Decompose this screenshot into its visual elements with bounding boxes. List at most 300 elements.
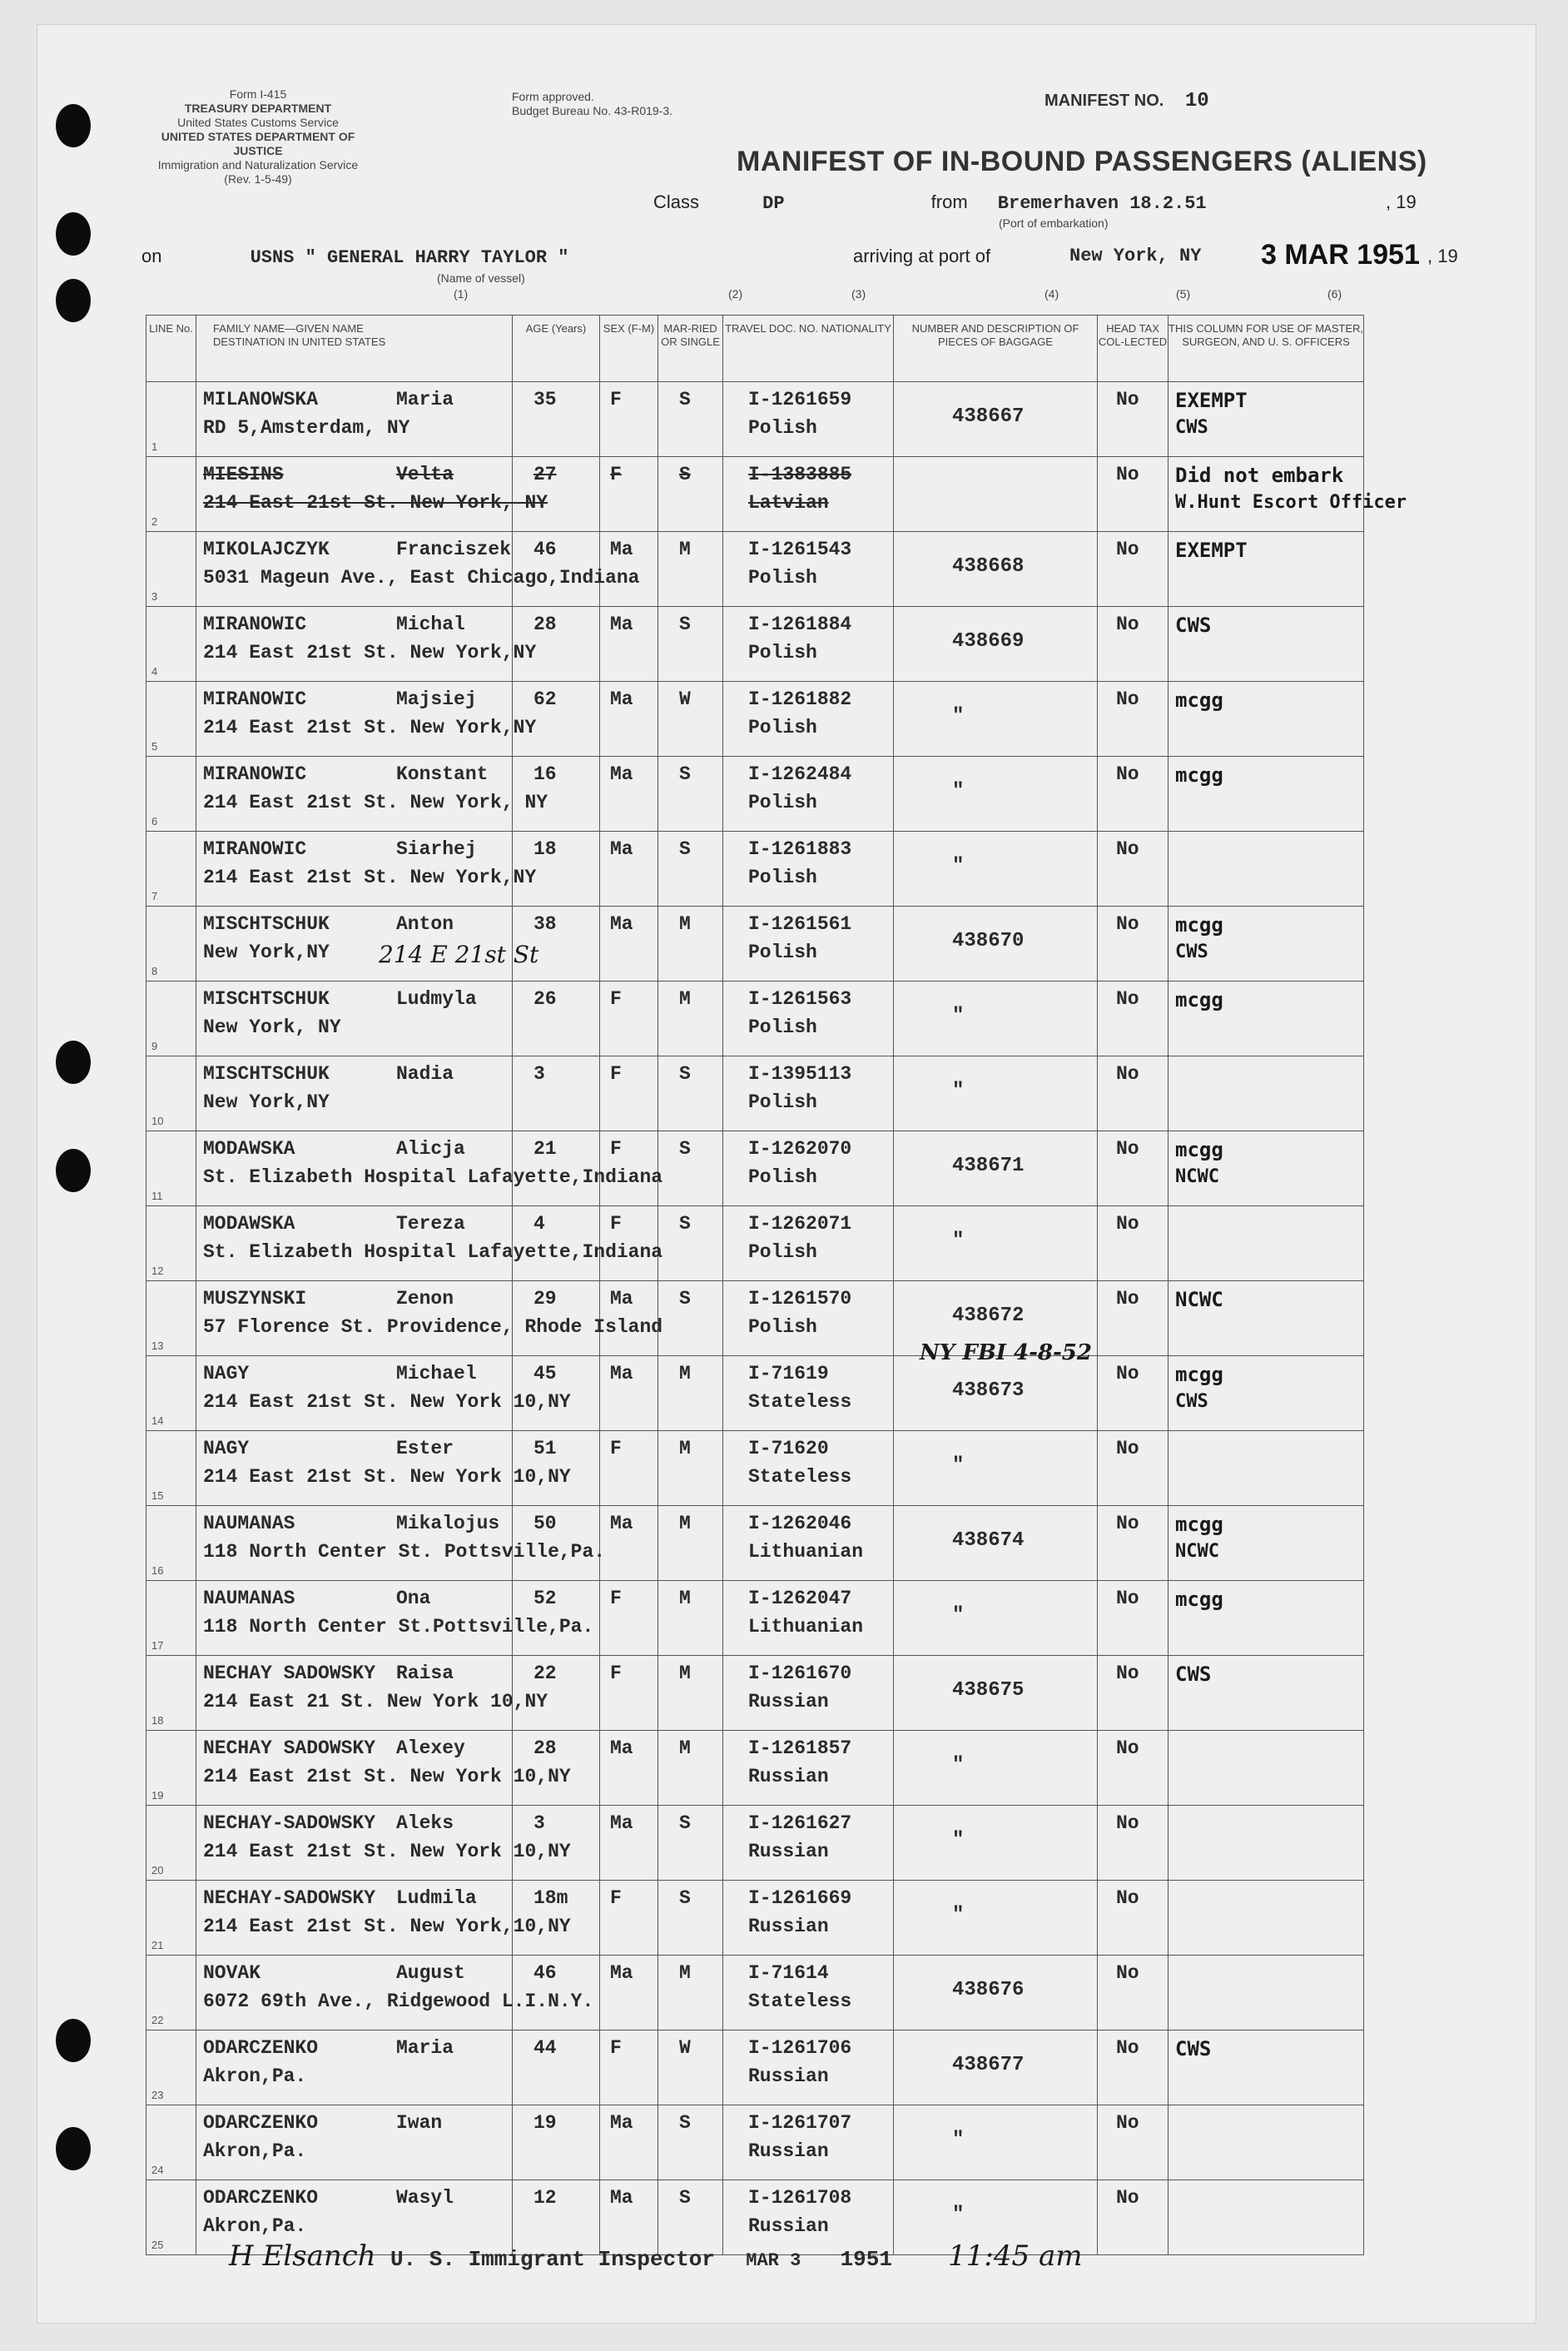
sex: Ma: [610, 1737, 633, 1759]
line-number: 23: [151, 2089, 164, 2101]
line-number: 16: [151, 1564, 164, 1577]
officer-note: CWS: [1175, 1663, 1212, 1686]
baggage-cell: [894, 1206, 1098, 1281]
given-name: Raisa: [396, 1663, 454, 1684]
married-cell: [658, 1581, 723, 1656]
officer-note: mcgg: [1175, 1363, 1223, 1386]
nationality: Polish: [748, 1016, 817, 1038]
officers-cell: [1169, 382, 1364, 457]
nationality: Stateless: [748, 1466, 852, 1488]
age-cell: [513, 2105, 600, 2180]
destination: 214 East 21st St. New York 10,NY: [203, 1391, 571, 1413]
table-row: [146, 607, 1364, 682]
family-name: MIKOLAJCZYK: [203, 539, 330, 560]
officers-cell: [1169, 607, 1364, 682]
head-tax: No: [1116, 2037, 1139, 2059]
head-tax-cell: [1098, 532, 1169, 607]
nationality: Polish: [748, 567, 817, 589]
family-name: ODARCZENKO: [203, 2112, 319, 2134]
travel-doc-no: I-1261543: [748, 539, 852, 560]
age-cell: [513, 532, 600, 607]
travel-doc-cell: [723, 1806, 894, 1881]
married-cell: [658, 607, 723, 682]
head-tax: No: [1116, 1737, 1139, 1759]
table-row: [146, 2030, 1364, 2105]
given-name: Zenon: [396, 1288, 454, 1310]
travel-doc-cell: [723, 457, 894, 532]
marital-status: S: [679, 2112, 691, 2134]
passenger-table: [146, 315, 1407, 2255]
line-number: 1: [151, 440, 158, 453]
marital-status: M: [679, 1363, 691, 1384]
vessel-row: on USNS " GENERAL HARRY TAYLOR " arriving at port of New York, NY 3 MAR 1951 , 19: [141, 239, 1458, 271]
given-name: Alicja: [396, 1138, 465, 1160]
head-tax-cell: [1098, 607, 1169, 682]
married-cell: [658, 682, 723, 757]
age: 18: [533, 838, 557, 860]
nationality: Lithuanian: [748, 1616, 864, 1638]
officer-note: CWS: [1175, 2037, 1212, 2060]
sex: Ma: [610, 614, 633, 635]
family-name: ODARCZENKO: [203, 2037, 319, 2059]
sex: F: [610, 988, 622, 1010]
baggage: 438668: [952, 555, 1025, 578]
sex-cell: [600, 907, 658, 982]
age: 35: [533, 389, 557, 410]
destination: Akron,Pa.: [203, 2065, 307, 2087]
baggage-cell: [894, 682, 1098, 757]
destination: St. Elizabeth Hospital Lafayette,Indiana: [203, 1166, 663, 1188]
officers-cell: [1169, 457, 1407, 532]
family-name: MIRANOWIC: [203, 614, 307, 635]
officer-note: CWS: [1175, 614, 1212, 637]
marital-status: S: [679, 1063, 691, 1085]
baggage: ": [952, 1829, 965, 1851]
sex-cell: [600, 1206, 658, 1281]
nationality: Russian: [748, 1916, 829, 1937]
nationality: Polish: [748, 1166, 817, 1188]
punch-hole: [56, 2127, 91, 2170]
age-cell: [513, 1506, 600, 1581]
sex: Ma: [610, 1812, 633, 1834]
officer-note: EXEMPT: [1175, 539, 1248, 562]
name-cell: [196, 1806, 571, 1881]
line-number: 24: [151, 2164, 164, 2176]
travel-doc-no: I-71614: [748, 1962, 829, 1984]
nationality: Polish: [748, 1241, 817, 1263]
sex: Ma: [610, 688, 633, 710]
officer-note: mcgg: [1175, 913, 1223, 937]
name-cell: [196, 1056, 513, 1131]
name-cell: [196, 607, 537, 682]
age: 12: [533, 2187, 557, 2209]
table-row: [146, 982, 1364, 1056]
travel-doc-cell: [723, 1281, 894, 1356]
table-row: [146, 1431, 1364, 1506]
line-no-cell: [146, 1956, 196, 2030]
married-cell: [658, 2105, 723, 2180]
baggage: ": [952, 780, 965, 803]
travel-doc-no: I-1262484: [748, 763, 852, 785]
travel-doc-no: I-1261706: [748, 2037, 852, 2059]
family-name: MILANOWSKA: [203, 389, 319, 410]
given-name: Maria: [396, 2037, 454, 2059]
officers-cell: [1169, 1431, 1364, 1506]
age-cell: [513, 1131, 600, 1206]
sex: F: [610, 1663, 622, 1684]
officers-cell: [1169, 1731, 1364, 1806]
sex-cell: [600, 1131, 658, 1206]
table-row: [146, 532, 1364, 607]
baggage-cell: [894, 1056, 1098, 1131]
sex-cell: [600, 607, 658, 682]
officer-note: mcgg: [1175, 1513, 1223, 1536]
age-cell: [513, 1356, 600, 1431]
age: 27: [533, 464, 557, 485]
nationality: Stateless: [748, 1991, 852, 2012]
line-no-cell: [146, 1806, 196, 1881]
embarkation-note: (Port of embarkation): [999, 216, 1109, 230]
name-cell: [196, 682, 537, 757]
col-name: FAMILY NAME—GIVEN NAME DESTINATION IN UNITED STATES: [196, 316, 513, 382]
destination: 214 East 21st St. New York,NY: [203, 717, 537, 738]
line-no-cell: [146, 1056, 196, 1131]
head-tax: No: [1116, 1063, 1139, 1085]
baggage-cell: [894, 1956, 1098, 2030]
table-header-row: [146, 316, 1364, 382]
table-row: [146, 382, 1364, 457]
sex: Ma: [610, 838, 633, 860]
table-row: [146, 1356, 1364, 1431]
age-cell: [513, 2030, 600, 2105]
family-name: MISCHTSCHUK: [203, 988, 330, 1010]
line-number: 15: [151, 1489, 164, 1502]
col-line-no: LINE No.: [146, 316, 196, 382]
travel-doc-no: I-1261669: [748, 1887, 852, 1909]
head-tax: No: [1116, 988, 1139, 1010]
given-name: Michael: [396, 1363, 477, 1384]
table-row: [146, 1131, 1364, 1206]
line-no-cell: [146, 607, 196, 682]
nationality: Polish: [748, 867, 817, 888]
travel-doc-no: I-1261884: [748, 614, 852, 635]
officers-cell: [1169, 1956, 1364, 2030]
family-name: NECHAY SADOWSKY: [203, 1663, 376, 1684]
sex: F: [610, 1213, 622, 1235]
line-no-cell: [146, 2105, 196, 2180]
head-tax-cell: [1098, 1356, 1169, 1431]
sex: Ma: [610, 539, 633, 560]
given-name: Mikalojus: [396, 1513, 500, 1534]
given-name: Konstant: [396, 763, 489, 785]
head-tax-cell: [1098, 907, 1169, 982]
sex-cell: [600, 2030, 658, 2105]
head-tax-cell: [1098, 1731, 1169, 1806]
baggage-cell: [894, 1356, 1098, 1431]
head-tax: No: [1116, 1962, 1139, 1984]
head-tax-cell: [1098, 1131, 1169, 1206]
baggage: 438671: [952, 1155, 1025, 1177]
baggage-cell: [894, 382, 1098, 457]
given-name: Majsiej: [396, 688, 477, 710]
travel-doc-no: I-1261563: [748, 988, 852, 1010]
travel-doc-no: I-71620: [748, 1438, 829, 1459]
table-row: [146, 682, 1364, 757]
head-tax: No: [1116, 1663, 1139, 1684]
family-name: NAUMANAS: [203, 1513, 295, 1534]
line-number: 7: [151, 890, 158, 902]
head-tax-cell: [1098, 1806, 1169, 1881]
sex-cell: [600, 382, 658, 457]
family-name: NAGY: [203, 1363, 250, 1384]
line-no-cell: [146, 1656, 196, 1731]
marital-status: S: [679, 2187, 691, 2209]
nationality: Latvian: [748, 492, 829, 514]
baggage: ": [952, 1005, 965, 1027]
family-name: NECHAY-SADOWSKY: [203, 1812, 376, 1834]
baggage-cell: [894, 2105, 1098, 2180]
travel-doc-no: I-1261857: [748, 1737, 852, 1759]
given-name: Michal: [396, 614, 465, 635]
nationality: Polish: [748, 717, 817, 738]
officer-note-2: CWS: [1175, 417, 1208, 438]
line-no-cell: [146, 1131, 196, 1206]
destination: 214 East 21st St. New York,NY: [203, 867, 537, 888]
baggage: 438673: [952, 1379, 1025, 1402]
line-number: 19: [151, 1789, 164, 1802]
sex-cell: [600, 757, 658, 832]
destination: 214 East 21 St. New York 10,NY: [203, 1691, 548, 1712]
baggage-cell: [894, 907, 1098, 982]
head-tax: No: [1116, 1588, 1139, 1609]
line-number: 11: [151, 1190, 163, 1202]
officer-note: Did not embark: [1175, 464, 1344, 487]
married-cell: [658, 832, 723, 907]
line-no-cell: [146, 1581, 196, 1656]
age: 29: [533, 1288, 557, 1310]
line-number: 20: [151, 1864, 164, 1876]
officers-cell: [1169, 1131, 1364, 1206]
line-no-cell: [146, 1431, 196, 1506]
destination: 214 East 21st St. New York,10,NY: [203, 1916, 571, 1937]
family-name: NAGY: [203, 1438, 250, 1459]
travel-doc-no: I-1262046: [748, 1513, 852, 1534]
travel-doc-no: I-1261561: [748, 913, 852, 935]
table-row: [146, 1506, 1364, 1581]
table-row: [146, 1881, 1364, 1956]
age: 44: [533, 2037, 557, 2059]
table-row: [146, 1806, 1364, 1881]
line-number: 6: [151, 815, 158, 828]
head-tax: No: [1116, 763, 1139, 785]
table-row: [146, 1056, 1364, 1131]
baggage-cell: [894, 1506, 1098, 1581]
age: 46: [533, 539, 557, 560]
travel-doc-no: I-1262071: [748, 1213, 852, 1235]
head-tax: No: [1116, 2112, 1139, 2134]
sex-cell: [600, 2105, 658, 2180]
class-row: Class DP from Bremerhaven 18.2.51 , 19: [653, 191, 1417, 214]
head-tax-cell: [1098, 1881, 1169, 1956]
sex: Ma: [610, 913, 633, 935]
officers-cell: [1169, 1581, 1364, 1656]
baggage: 438676: [952, 1979, 1025, 2001]
married-cell: [658, 1881, 723, 1956]
family-name: MIRANOWIC: [203, 838, 307, 860]
baggage-cell: [894, 1131, 1098, 1206]
officers-cell: [1169, 682, 1364, 757]
age-cell: [513, 832, 600, 907]
baggage-cell: [894, 1581, 1098, 1656]
age: 21: [533, 1138, 557, 1160]
sex: Ma: [610, 2112, 633, 2134]
age: 18m: [533, 1887, 568, 1909]
head-tax-cell: [1098, 982, 1169, 1056]
age-cell: [513, 1731, 600, 1806]
officer-note: mcgg: [1175, 688, 1223, 712]
travel-doc-cell: [723, 2105, 894, 2180]
head-tax: No: [1116, 614, 1139, 635]
travel-doc-cell: [723, 607, 894, 682]
sex-cell: [600, 1506, 658, 1581]
age-cell: [513, 1281, 600, 1356]
line-no-cell: [146, 457, 196, 532]
married-cell: [658, 1131, 723, 1206]
line-no-cell: [146, 1731, 196, 1806]
nationality: Russian: [748, 2140, 829, 2162]
age: 22: [533, 1663, 557, 1684]
baggage-cell: [894, 607, 1098, 682]
line-number: 3: [151, 590, 158, 603]
travel-doc-no: I-1261570: [748, 1288, 852, 1310]
table-row: [146, 1956, 1364, 2030]
age-cell: [513, 382, 600, 457]
age: 26: [533, 988, 557, 1010]
nationality: Russian: [748, 1766, 829, 1787]
sex-cell: [600, 982, 658, 1056]
marital-status: W: [679, 688, 691, 710]
age-cell: [513, 1881, 600, 1956]
family-name: MODAWSKA: [203, 1138, 295, 1160]
family-name: MIESINS: [203, 464, 284, 485]
given-name: Ludmila: [396, 1887, 477, 1909]
sex: F: [610, 2037, 622, 2059]
sex-cell: [600, 457, 658, 532]
travel-doc-cell: [723, 832, 894, 907]
nationality: Lithuanian: [748, 1541, 864, 1563]
travel-doc-no: I-1261627: [748, 1812, 852, 1834]
baggage: 438677: [952, 2054, 1025, 2076]
family-name: NECHAY SADOWSKY: [203, 1737, 376, 1759]
baggage-cell: [894, 457, 1098, 532]
head-tax-cell: [1098, 1656, 1169, 1731]
punch-hole: [56, 2019, 91, 2062]
age: 62: [533, 688, 557, 710]
officer-note-2: W.Hunt Escort Officer: [1175, 492, 1407, 513]
given-name: Alexey: [396, 1737, 465, 1759]
marital-status: M: [679, 1588, 691, 1609]
officers-cell: [1169, 1206, 1364, 1281]
arrival-stamp: 3 MAR 1951: [1261, 239, 1420, 271]
punch-hole: [56, 104, 91, 147]
line-number: 4: [151, 665, 158, 678]
travel-doc-no: I-1395113: [748, 1063, 852, 1085]
nationality: Polish: [748, 642, 817, 664]
line-number: 9: [151, 1040, 158, 1052]
travel-doc-cell: [723, 382, 894, 457]
head-tax: No: [1116, 2187, 1139, 2209]
travel-doc-no: I-71619: [748, 1363, 829, 1384]
head-tax: No: [1116, 1138, 1139, 1160]
travel-doc-cell: [723, 1431, 894, 1506]
age-cell: [513, 1956, 600, 2030]
destination: 214 East 21st St. New York 10,NY: [203, 1841, 571, 1862]
nationality: Polish: [748, 1316, 817, 1338]
travel-doc-no: I-1261659: [748, 389, 852, 410]
travel-doc-no: I-1261882: [748, 688, 852, 710]
vessel-note: (Name of vessel): [437, 271, 525, 285]
family-name: MODAWSKA: [203, 1213, 295, 1235]
port-name: New York, NY: [1069, 246, 1202, 266]
given-name: Anton: [396, 913, 454, 935]
travel-doc-cell: [723, 2030, 894, 2105]
officers-cell: [1169, 1656, 1364, 1731]
age-cell: [513, 1581, 600, 1656]
given-name: August: [396, 1962, 465, 1984]
head-tax: No: [1116, 688, 1139, 710]
given-name: Aleks: [396, 1812, 454, 1834]
head-tax-cell: [1098, 457, 1169, 532]
sex: F: [610, 389, 622, 410]
officer-note: mcgg: [1175, 1588, 1223, 1611]
given-name: Ester: [396, 1438, 454, 1459]
nationality: Polish: [748, 1091, 817, 1113]
baggage: ": [952, 705, 965, 728]
married-cell: [658, 982, 723, 1056]
line-no-cell: [146, 382, 196, 457]
given-name: Tereza: [396, 1213, 465, 1235]
officers-cell: [1169, 982, 1364, 1056]
nationality: Russian: [748, 2215, 829, 2237]
table-row: [146, 907, 1364, 982]
baggage: 438669: [952, 630, 1025, 653]
col-head-tax: HEAD TAX COL-LECTED: [1098, 316, 1169, 382]
marital-status: S: [679, 838, 691, 860]
head-tax: No: [1116, 1438, 1139, 1459]
marital-status: W: [679, 2037, 691, 2059]
marital-status: M: [679, 913, 691, 935]
line-number: 10: [151, 1115, 164, 1127]
nationality: Polish: [748, 792, 817, 813]
col-sex: SEX (F-M): [600, 316, 658, 382]
line-no-cell: [146, 757, 196, 832]
head-tax-cell: [1098, 1431, 1169, 1506]
head-tax-cell: [1098, 1506, 1169, 1581]
name-cell: [196, 982, 513, 1056]
married-cell: [658, 1281, 723, 1356]
married-cell: [658, 382, 723, 457]
officer-note: EXEMPT: [1175, 389, 1248, 412]
nationality: Polish: [748, 942, 817, 963]
officers-cell: [1169, 2030, 1364, 2105]
sex-cell: [600, 1806, 658, 1881]
travel-doc-cell: [723, 1731, 894, 1806]
table-row: [146, 1731, 1364, 1806]
sex-cell: [600, 1581, 658, 1656]
column-numbers: (1) (2) (3) (4) (5) (6): [454, 287, 1342, 301]
vessel-name: USNS " GENERAL HARRY TAYLOR ": [250, 247, 569, 268]
family-name: MISCHTSCHUK: [203, 913, 330, 935]
